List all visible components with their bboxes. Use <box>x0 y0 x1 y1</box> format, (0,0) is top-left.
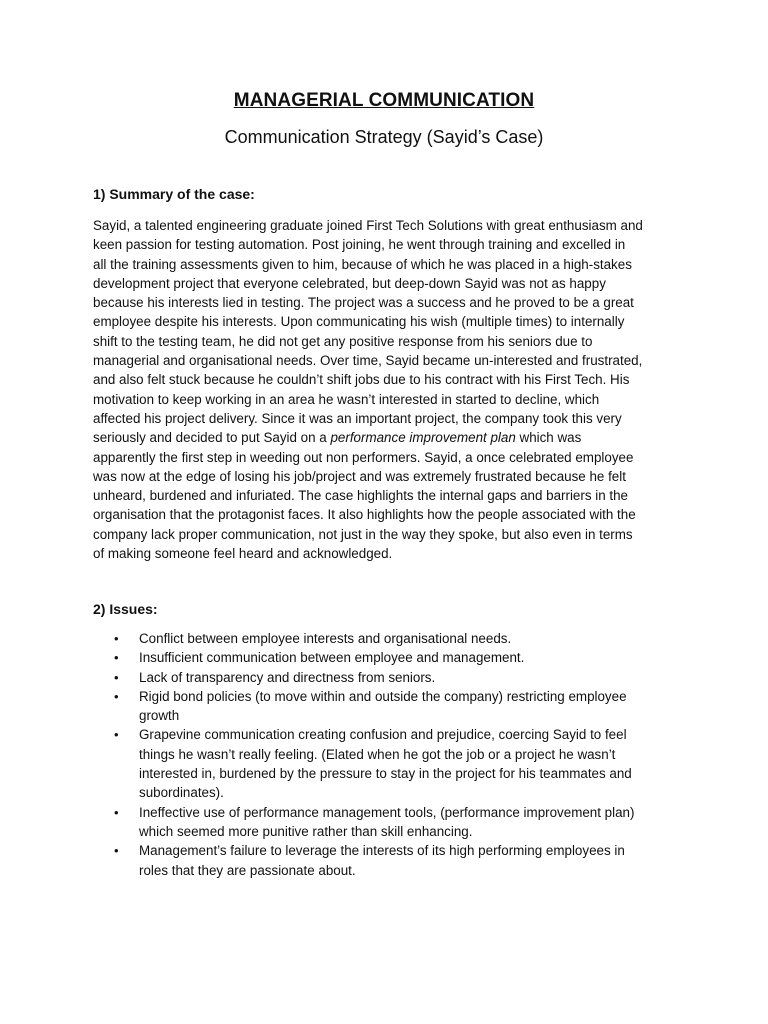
summary-line: managerial and organisational needs. Over time, Sayid became un-interested and frustrated, <box>93 353 643 369</box>
list-item-line: subordinates). <box>139 785 224 801</box>
list-item-line: roles that they are passionate about. <box>139 862 356 878</box>
summary-line: apparently the first step in weeding out non performers. Sayid, a once celebrated employee <box>93 449 634 465</box>
list-item <box>93 668 683 687</box>
summary-line: employee despite his interests. Upon communicating his wish (multiple times) to internally <box>93 314 625 330</box>
document-title: MANAGERIAL COMMUNICATION <box>233 90 535 111</box>
list-item <box>93 648 683 667</box>
summary-heading: 1) Summary of the case: <box>93 186 255 202</box>
list-item-line: interested in, burdened by the pressure to stay in the project for his teammates and <box>139 766 632 782</box>
summary-line: affected his project delivery. Since it was an important project, the company took this very <box>93 410 622 426</box>
summary-line: keen passion for testing automation. Post joining, he went through training and excelled in <box>93 237 626 253</box>
summary-line-with-emphasis <box>93 428 683 447</box>
summary-line: company lack proper communication, not just in the way they spoke, but also even in terms <box>93 526 633 542</box>
bullet-icon: • <box>114 843 119 859</box>
summary-line-tail: which was <box>515 430 582 446</box>
list-item <box>93 687 683 726</box>
issues-heading: 2) Issues: <box>93 601 158 617</box>
summary-line: all the training assessments given to him, because of which he was placed in a high-stakes <box>93 256 632 272</box>
summary-line: because his interests lied in testing. The project was a success and he proved to be a great <box>93 295 634 311</box>
issues-list <box>93 629 683 880</box>
summary-line: Sayid, a talented engineering graduate joined First Tech Solutions with great enthusiasm and <box>93 218 643 233</box>
list-item-line: Rigid bond policies (to move within and outside the company) restricting employee <box>139 688 627 704</box>
summary-line: development project that everyone celebrated, but deep-down Sayid was not as happy <box>93 275 606 291</box>
summary-line: and also felt stuck because he couldn’t shift jobs due to his contract with his First Tech. His <box>93 372 630 388</box>
bullet-icon: • <box>114 669 119 685</box>
bullet-icon: • <box>114 631 119 646</box>
summary-paragraph <box>93 216 683 563</box>
summary-line-start: seriously and decided to put Sayid on a <box>93 430 331 446</box>
list-item-line: Insufficient communication between employee and management. <box>139 650 525 666</box>
list-item-line: things he wasn’t really feeling. (Elated when he got the job or a project he wasn’t <box>139 746 616 762</box>
list-item <box>93 841 683 880</box>
summary-line: shift to the testing team, he did not get any positive response from his seniors due to <box>93 333 593 349</box>
summary-line: organisation that the protagonist faces. It also highlights how the people associated with the <box>93 507 636 523</box>
list-item-line: which seemed more punitive rather than skill enhancing. <box>139 823 473 839</box>
document-subtitle: Communication Strategy (Sayid’s Case) <box>224 127 544 147</box>
bullet-icon: • <box>114 727 119 743</box>
summary-line: of making someone feel heard and acknowledged. <box>93 546 393 562</box>
list-item-line: Management’s failure to leverage the interests of its high performing employees in <box>139 843 625 859</box>
list-item <box>93 803 683 842</box>
summary-line: motivation to keep working in an area he wasn’t interested in started to decline, which <box>93 391 600 407</box>
summary-line: unheard, burdened and infuriated. The case highlights the internal gaps and barriers in the <box>93 488 628 504</box>
list-item-line: growth <box>139 708 180 724</box>
bullet-icon: • <box>114 688 119 704</box>
summary-line: was now at the edge of losing his job/project and was extremely frustrated because he felt <box>93 468 626 484</box>
list-item <box>93 629 683 648</box>
performance-improvement-plan-emphasis: performance improvement plan <box>330 430 516 446</box>
bullet-icon: • <box>114 650 119 666</box>
list-item-line: Grapevine communication creating confusion and prejudice, coercing Sayid to feel <box>139 727 627 743</box>
list-item <box>93 725 683 802</box>
list-item-line: Lack of transparency and directness from seniors. <box>139 669 436 685</box>
list-item-line: Conflict between employee interests and organisational needs. <box>139 631 512 646</box>
bullet-icon: • <box>114 804 119 820</box>
list-item-line: Ineffective use of performance management tools, (performance improvement plan) <box>139 804 635 820</box>
